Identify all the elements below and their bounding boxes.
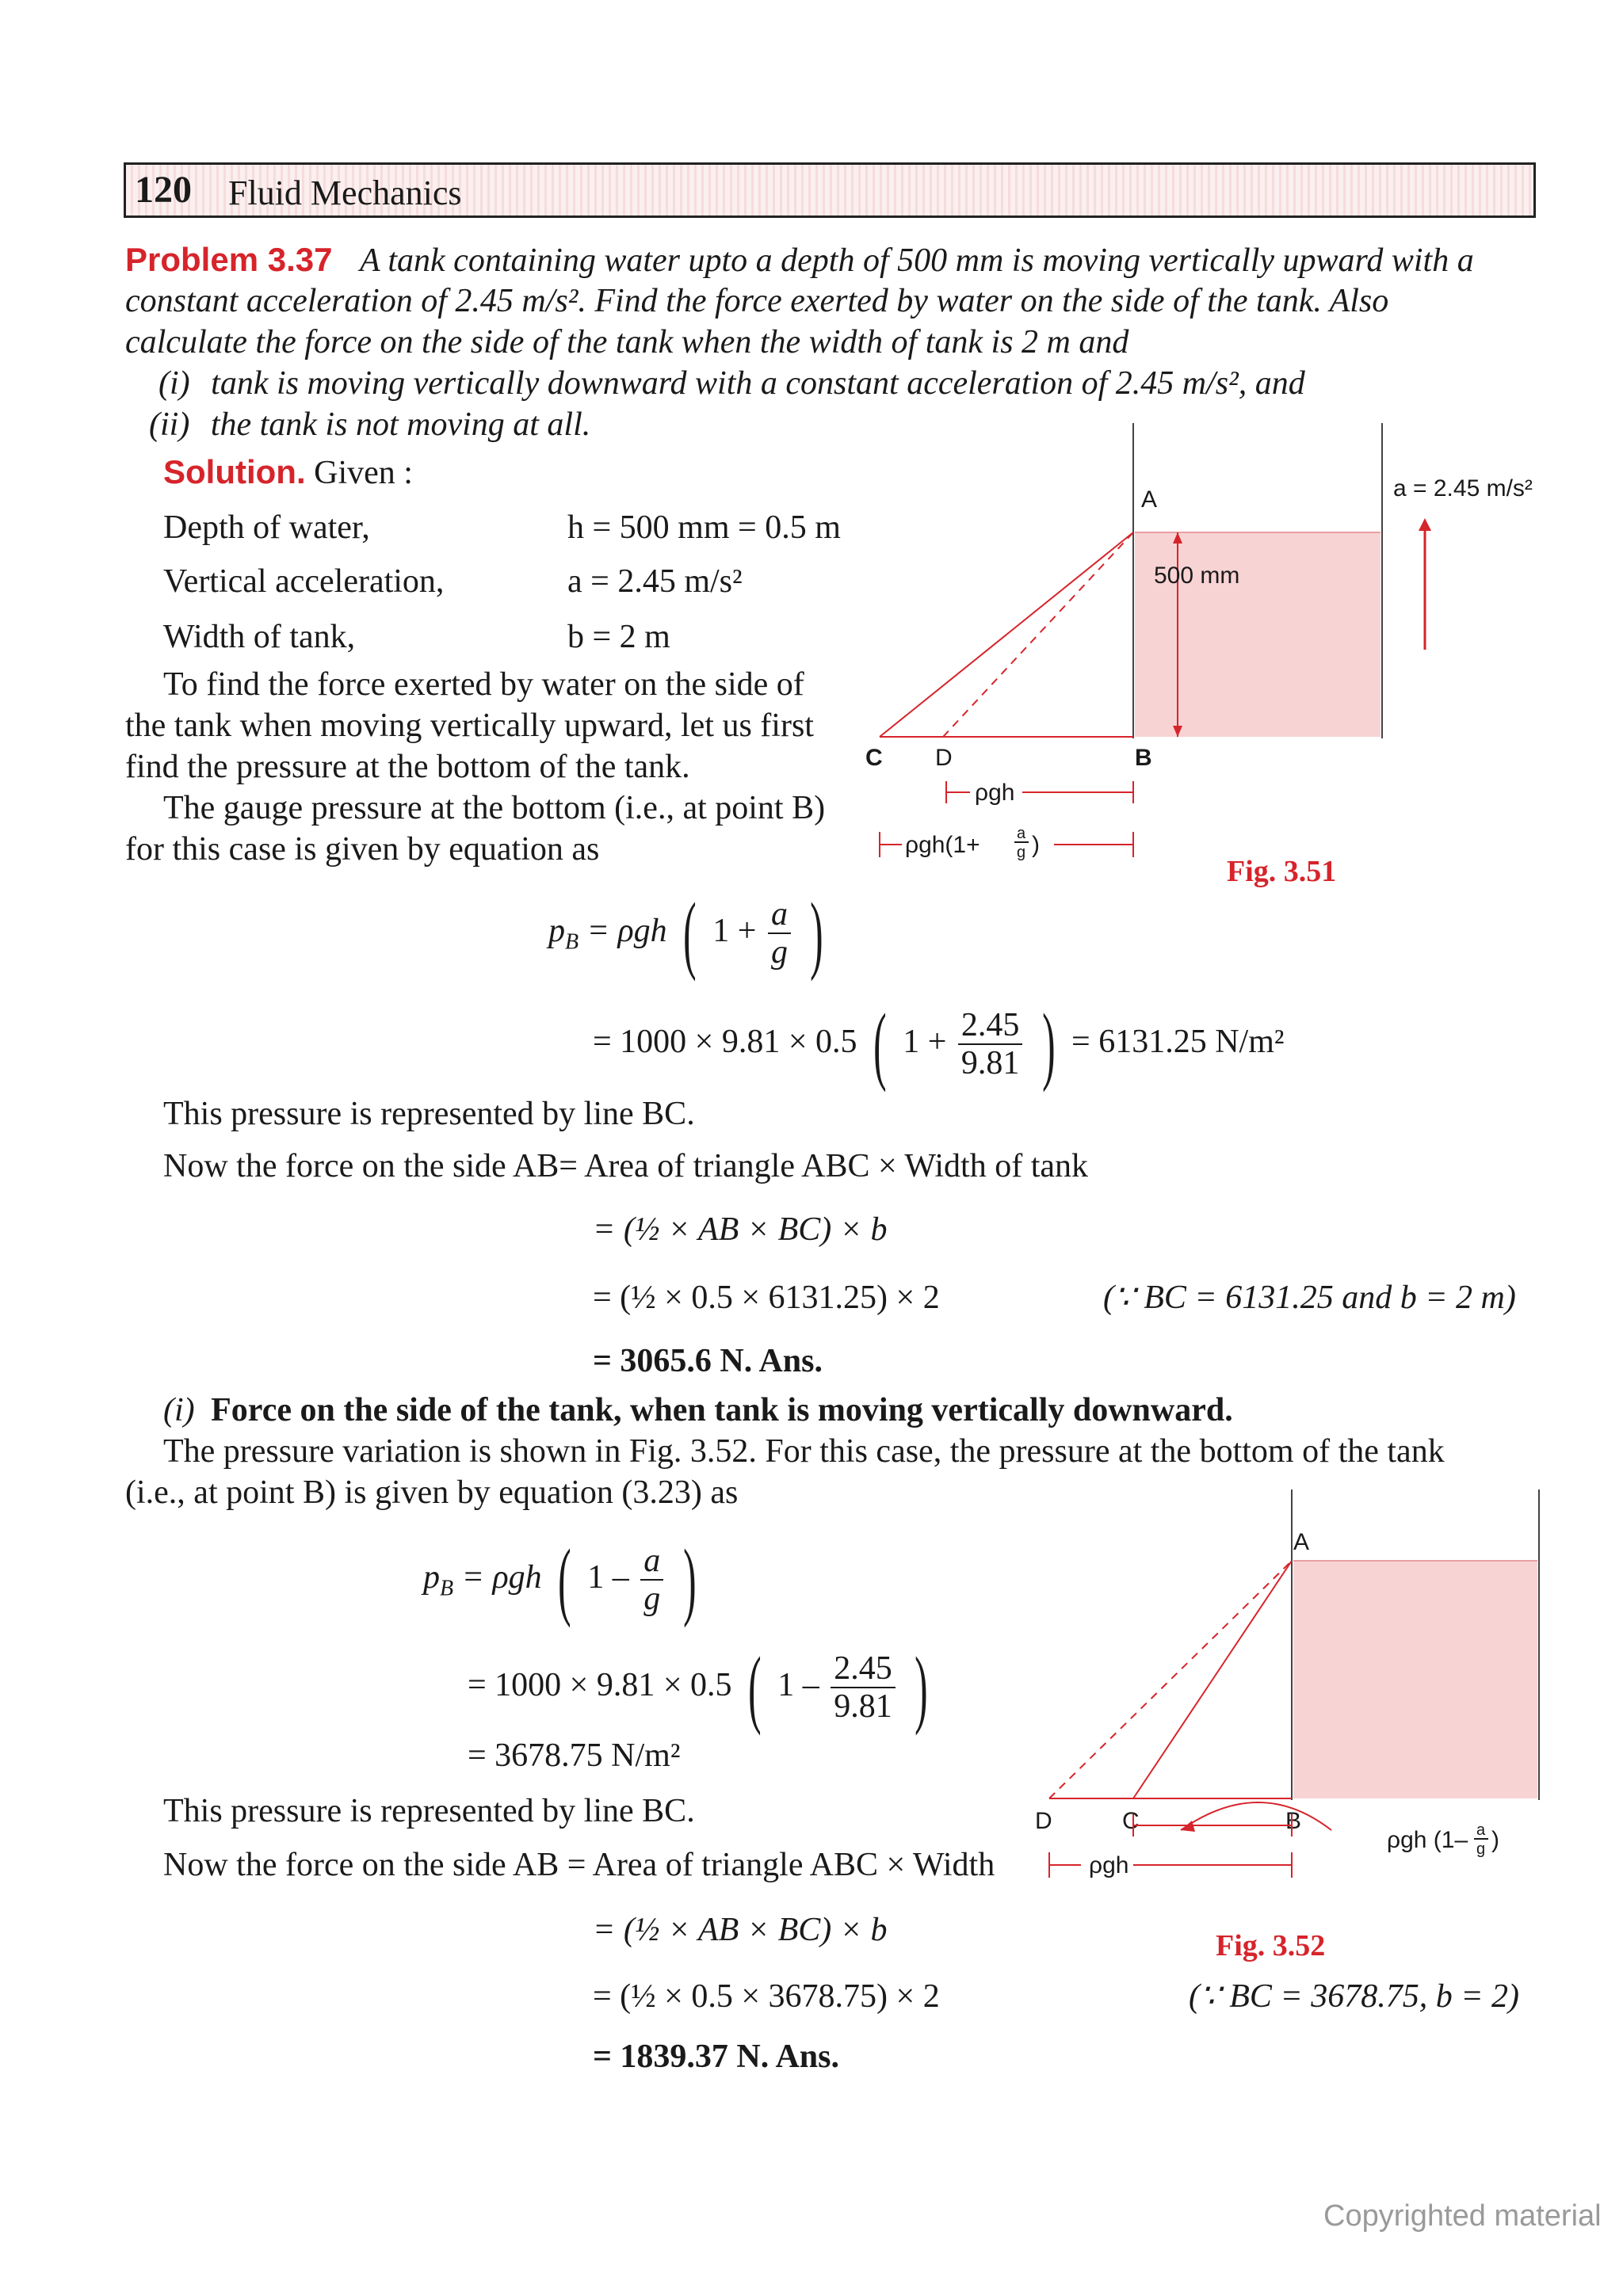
eq2-result: = 3678.75 N/m²: [468, 1737, 681, 1774]
dim2-den: g: [1476, 1840, 1486, 1858]
page-number: 120: [135, 169, 192, 211]
eq1-calc-num: 2.45: [958, 1007, 1023, 1045]
part-i-heading: [163, 1390, 1233, 1431]
part-i-result: = 1839.37 N. Ans.: [593, 2039, 839, 2075]
solution-heading: [163, 452, 413, 494]
part-i-line-3: This pressure is represented by line BC.: [163, 1793, 695, 1829]
problem-line-1: [125, 239, 1474, 281]
part-up-step-2-note: (∵ BC = 6131.25 and b = 2 m): [1103, 1280, 1516, 1316]
label-b: B: [1135, 745, 1152, 771]
line-ac: [880, 532, 1133, 737]
part-i-marker: (i): [163, 1392, 195, 1428]
given-label-accel: Vertical acceleration,: [163, 563, 445, 600]
problem-text-3: calculate the force on the side of the tank when the width of tank is 2 m and: [125, 324, 1129, 360]
eq2-calc-num: 2.45: [831, 1650, 896, 1688]
eq2-frac-den: g: [643, 1581, 661, 1618]
close-paren: ): [1041, 996, 1056, 1093]
part-up-line-1: This pressure is represented by line BC.: [163, 1096, 695, 1132]
eq1-rhogh: = ρgh: [586, 913, 667, 949]
eq1-calc-prefix: = 1000 × 9.81 × 0.5: [593, 1024, 857, 1060]
figure-3-51: [856, 412, 1569, 871]
dim1-label: ρgh: [1089, 1852, 1129, 1878]
fig-3-52-caption: Fig. 3.52: [1216, 1929, 1326, 1962]
eq2-calc-prefix: = 1000 × 9.81 × 0.5: [468, 1667, 732, 1703]
dim2-prefix: ρgh (1–: [1387, 1827, 1468, 1853]
line-ad: [943, 532, 1133, 737]
item-i-marker: (i): [158, 365, 190, 402]
open-paren: (: [748, 1639, 762, 1737]
problem-text-2: constant acceleration of 2.45 m/s². Find the force exerted by water on the side of the tank. Also: [125, 283, 1389, 319]
eq1-lhs: p: [548, 913, 565, 949]
given-label-width: Width of tank,: [163, 619, 356, 655]
eq2-calc-den: 9.81: [834, 1688, 892, 1726]
eq1-frac-num: a: [768, 896, 791, 934]
part-up-result: = 3065.6 N. Ans.: [593, 1343, 823, 1379]
line-ad: [1049, 1561, 1292, 1798]
part-i-heading-text: Force on the side of the tank, when tank is moving vertically downward.: [211, 1392, 1233, 1428]
given-value-depth: h = 500 mm = 0.5 m: [567, 509, 841, 546]
dim2-prefix: ρgh(1+: [905, 832, 980, 858]
dim1-label: ρgh: [975, 780, 1015, 806]
part-i-step-2: = (½ × 0.5 × 3678.75) × 2: [593, 1978, 940, 2015]
part-i-line-1: The pressure variation is shown in Fig. 3.52. For this case, the pressure at the bottom of the tank: [163, 1433, 1445, 1470]
dim2-num: a: [1476, 1821, 1486, 1839]
part-i-step-1: = (½ × AB × BC) × b: [593, 1912, 888, 1948]
open-paren: (: [558, 1531, 571, 1629]
label-c: C: [1122, 1808, 1140, 1834]
part-i-line-4: Now the force on the side AB = Area of triangle ABC × Width: [163, 1847, 995, 1883]
problem-item-ii: [149, 404, 590, 445]
solution-label: Solution.: [163, 453, 306, 490]
eq2-calc-one-minus: 1 –: [777, 1667, 819, 1703]
eq2-fraction: [640, 1543, 663, 1617]
problem-text-1: A tank containing water upto a depth of 500 mm is moving vertically upward with a: [359, 242, 1474, 279]
eq1-formula: [548, 879, 831, 982]
accel-label: a = 2.45 m/s²: [1393, 475, 1533, 502]
para1-line-3: find the pressure at the bottom of the tank.: [125, 749, 690, 785]
para1-line-1: To find the force exerted by water on the side of: [163, 666, 804, 703]
line-ac: [1133, 1561, 1292, 1798]
item-i-text: tank is moving vertically downward with a constant acceleration of 2.45 m/s², and: [211, 365, 1305, 402]
eq1-frac-den: g: [770, 934, 788, 971]
dim2-suffix: ): [1032, 832, 1040, 858]
para1-line-2: the tank when moving vertically upward, let us first: [125, 707, 814, 744]
given-value-accel: a = 2.45 m/s²: [567, 563, 743, 600]
label-d: D: [935, 745, 953, 771]
eq1-calc-den: 9.81: [960, 1045, 1020, 1082]
given-label-depth: Depth of water,: [163, 509, 370, 546]
eq2-calc-fraction: [831, 1650, 896, 1725]
part-up-step-1: = (½ × AB × BC) × b: [593, 1211, 888, 1248]
part-up-line-2: Now the force on the side AB= Area of triangle ABC × Width of tank: [163, 1148, 1089, 1184]
label-a: A: [1141, 486, 1158, 513]
label-d: D: [1035, 1808, 1052, 1834]
problem-label: Problem 3.37: [125, 241, 333, 278]
item-ii-marker: (ii): [149, 406, 190, 443]
accel-arrow-head: [1419, 518, 1431, 531]
para2-line-2: for this case is given by equation as: [125, 831, 600, 868]
para2-line-1: The gauge pressure at the bottom (i.e., at point B): [163, 790, 826, 826]
problem-item-i: [158, 363, 1305, 404]
label-b: B: [1285, 1808, 1302, 1834]
open-paren: (: [873, 996, 887, 1093]
eq2-one-minus: 1 –: [587, 1559, 629, 1596]
eq1-calc-fraction: [958, 1007, 1023, 1081]
close-paren: ): [682, 1531, 697, 1629]
part-i-step-2-note: (∵ BC = 3678.75, b = 2): [1189, 1978, 1520, 2015]
eq2-formula: [423, 1526, 704, 1629]
eq1-calc-one-plus: 1 +: [903, 1024, 947, 1060]
water-body: [1293, 1561, 1537, 1798]
open-paren: (: [683, 885, 697, 982]
eq1-calculation: [593, 990, 1284, 1093]
given-label: Given :: [314, 455, 413, 491]
item-ii-text: the tank is not moving at all.: [210, 406, 591, 443]
label-c: C: [865, 745, 883, 771]
eq2-frac-num: a: [640, 1543, 663, 1581]
part-up-step-2: = (½ × 0.5 × 6131.25) × 2: [593, 1280, 940, 1316]
eq2-lhs: p: [423, 1559, 440, 1596]
label-a: A: [1293, 1529, 1310, 1555]
dim2-den: g: [1017, 844, 1026, 861]
figure-3-52: [1022, 1482, 1577, 1894]
dim2-suffix: ): [1491, 1827, 1499, 1853]
dim2-num: a: [1017, 825, 1026, 842]
fig-3-51-caption: Fig. 3.51: [1227, 855, 1337, 888]
eq1-lhs-sub: B: [565, 929, 579, 955]
running-title: Fluid Mechanics: [228, 174, 462, 212]
given-value-width: b = 2 m: [567, 619, 670, 655]
eq2-lhs-sub: B: [440, 1576, 454, 1601]
copyright-notice: Copyrighted material: [1323, 2199, 1602, 2233]
depth-label: 500 mm: [1154, 563, 1240, 589]
eq2-calculation: [468, 1634, 936, 1737]
eq1-fraction: [768, 896, 791, 971]
eq1-calc-result: = 6131.25 N/m²: [1071, 1024, 1285, 1060]
part-i-line-2: (i.e., at point B) is given by equation (3.23) as: [125, 1474, 739, 1511]
close-paren: ): [915, 1639, 928, 1737]
close-paren: ): [810, 885, 824, 982]
eq2-rhogh: = ρgh: [461, 1559, 542, 1596]
eq1-one-plus: 1 +: [712, 913, 757, 949]
